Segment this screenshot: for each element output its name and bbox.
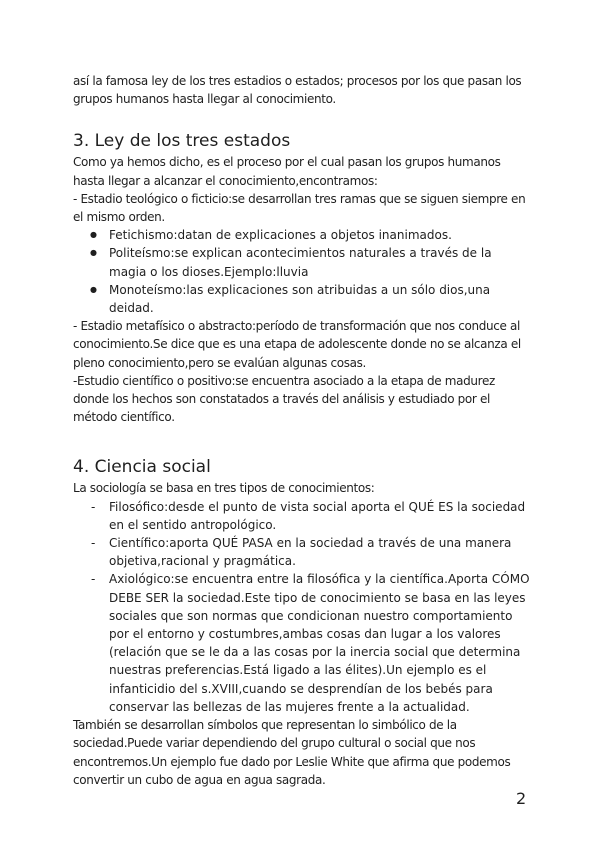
section-4-paragraph-1: La sociología se basa en tres tipos de conocimientos: — [73, 481, 375, 496]
section-3-paragraph-2: - Estadio teológico o ficticio:se desarrollan tres ramas que se siguen siempre en el mismo orden. — [73, 191, 526, 225]
section-3-heading: 3. Ley de los tres estados — [73, 131, 291, 152]
intro-paragraph: así la famosa ley de los tres estadios o estados; procesos por los que pasan los grupos humanos hasta llegar al conocimiento. — [73, 74, 522, 107]
document-page — [73, 72, 531, 789]
section-4-dash-list — [73, 498, 531, 716]
section-4-heading: 4. Ciencia social — [73, 457, 211, 478]
list-item: ● Fetichismo:datan de explicaciones a objetos inanimados. — [73, 226, 531, 244]
section-3-paragraph-3: - Estadio metafísico o abstracto:período de transformación que nos conduce al conocimiento.Se dice que es una etapa de adolescente donde no se alcanza el pleno conocimiento,pero se evalúan algunas cosas. — [73, 319, 521, 370]
list-item: ● Monoteísmo:las explicaciones son atribuidas a un sólo dios,una deidad. — [73, 281, 531, 317]
section-3-bullet-list — [73, 226, 531, 317]
list-item: - Axiológico:se encuentra entre la filosófica y la científica.Aporta CÓMO DEBE SER la sociedad.Este tipo de conocimiento se basa en las leyes sociales que son normas que condicionan nuestro comportamiento por el entorno y costumbres,ambas cosas dan lugar a los valores (relación que se le da a las cosas por la inercia social que determina nuestras preferencias.Está ligado a las élites).Un ejemplo es el infanticidio del s.XVIII,cuando se desprendían de los bebés para conservar las bellezas de las mujeres frente a la actualidad. — [73, 570, 531, 716]
list-item: - Científico:aporta QUÉ PASA en la sociedad a través de una manera objetiva,racional y pragmática. — [73, 534, 531, 570]
page-number: 2 — [516, 789, 527, 808]
section-3-paragraph-1: Como ya hemos dicho, es el proceso por el cual pasan los grupos humanos hasta llegar a alcanzar el conocimiento,encontramos: — [73, 155, 501, 188]
list-item: ● Politeísmo:se explican acontecimientos naturales a través de la magia o los dioses.Ejemplo:lluvia — [73, 244, 531, 280]
list-item: - Filosófico:desde el punto de vista social aporta el QUÉ ES la sociedad en el sentido antropológico. — [73, 498, 531, 534]
section-4-paragraph-2: También se desarrollan símbolos que representan lo simbólico de la sociedad.Puede variar dependiendo del grupo cultural o social que nos encontremos.Un ejemplo fue dado por Leslie White que afirma que podemos convertir un cubo de agua en agua sagrada. — [73, 718, 511, 787]
section-3-paragraph-4: -Estudio científico o positivo:se encuentra asociado a la etapa de madurez donde los hechos son constatados a través del análisis y estudiado por el método científico. — [73, 373, 495, 425]
